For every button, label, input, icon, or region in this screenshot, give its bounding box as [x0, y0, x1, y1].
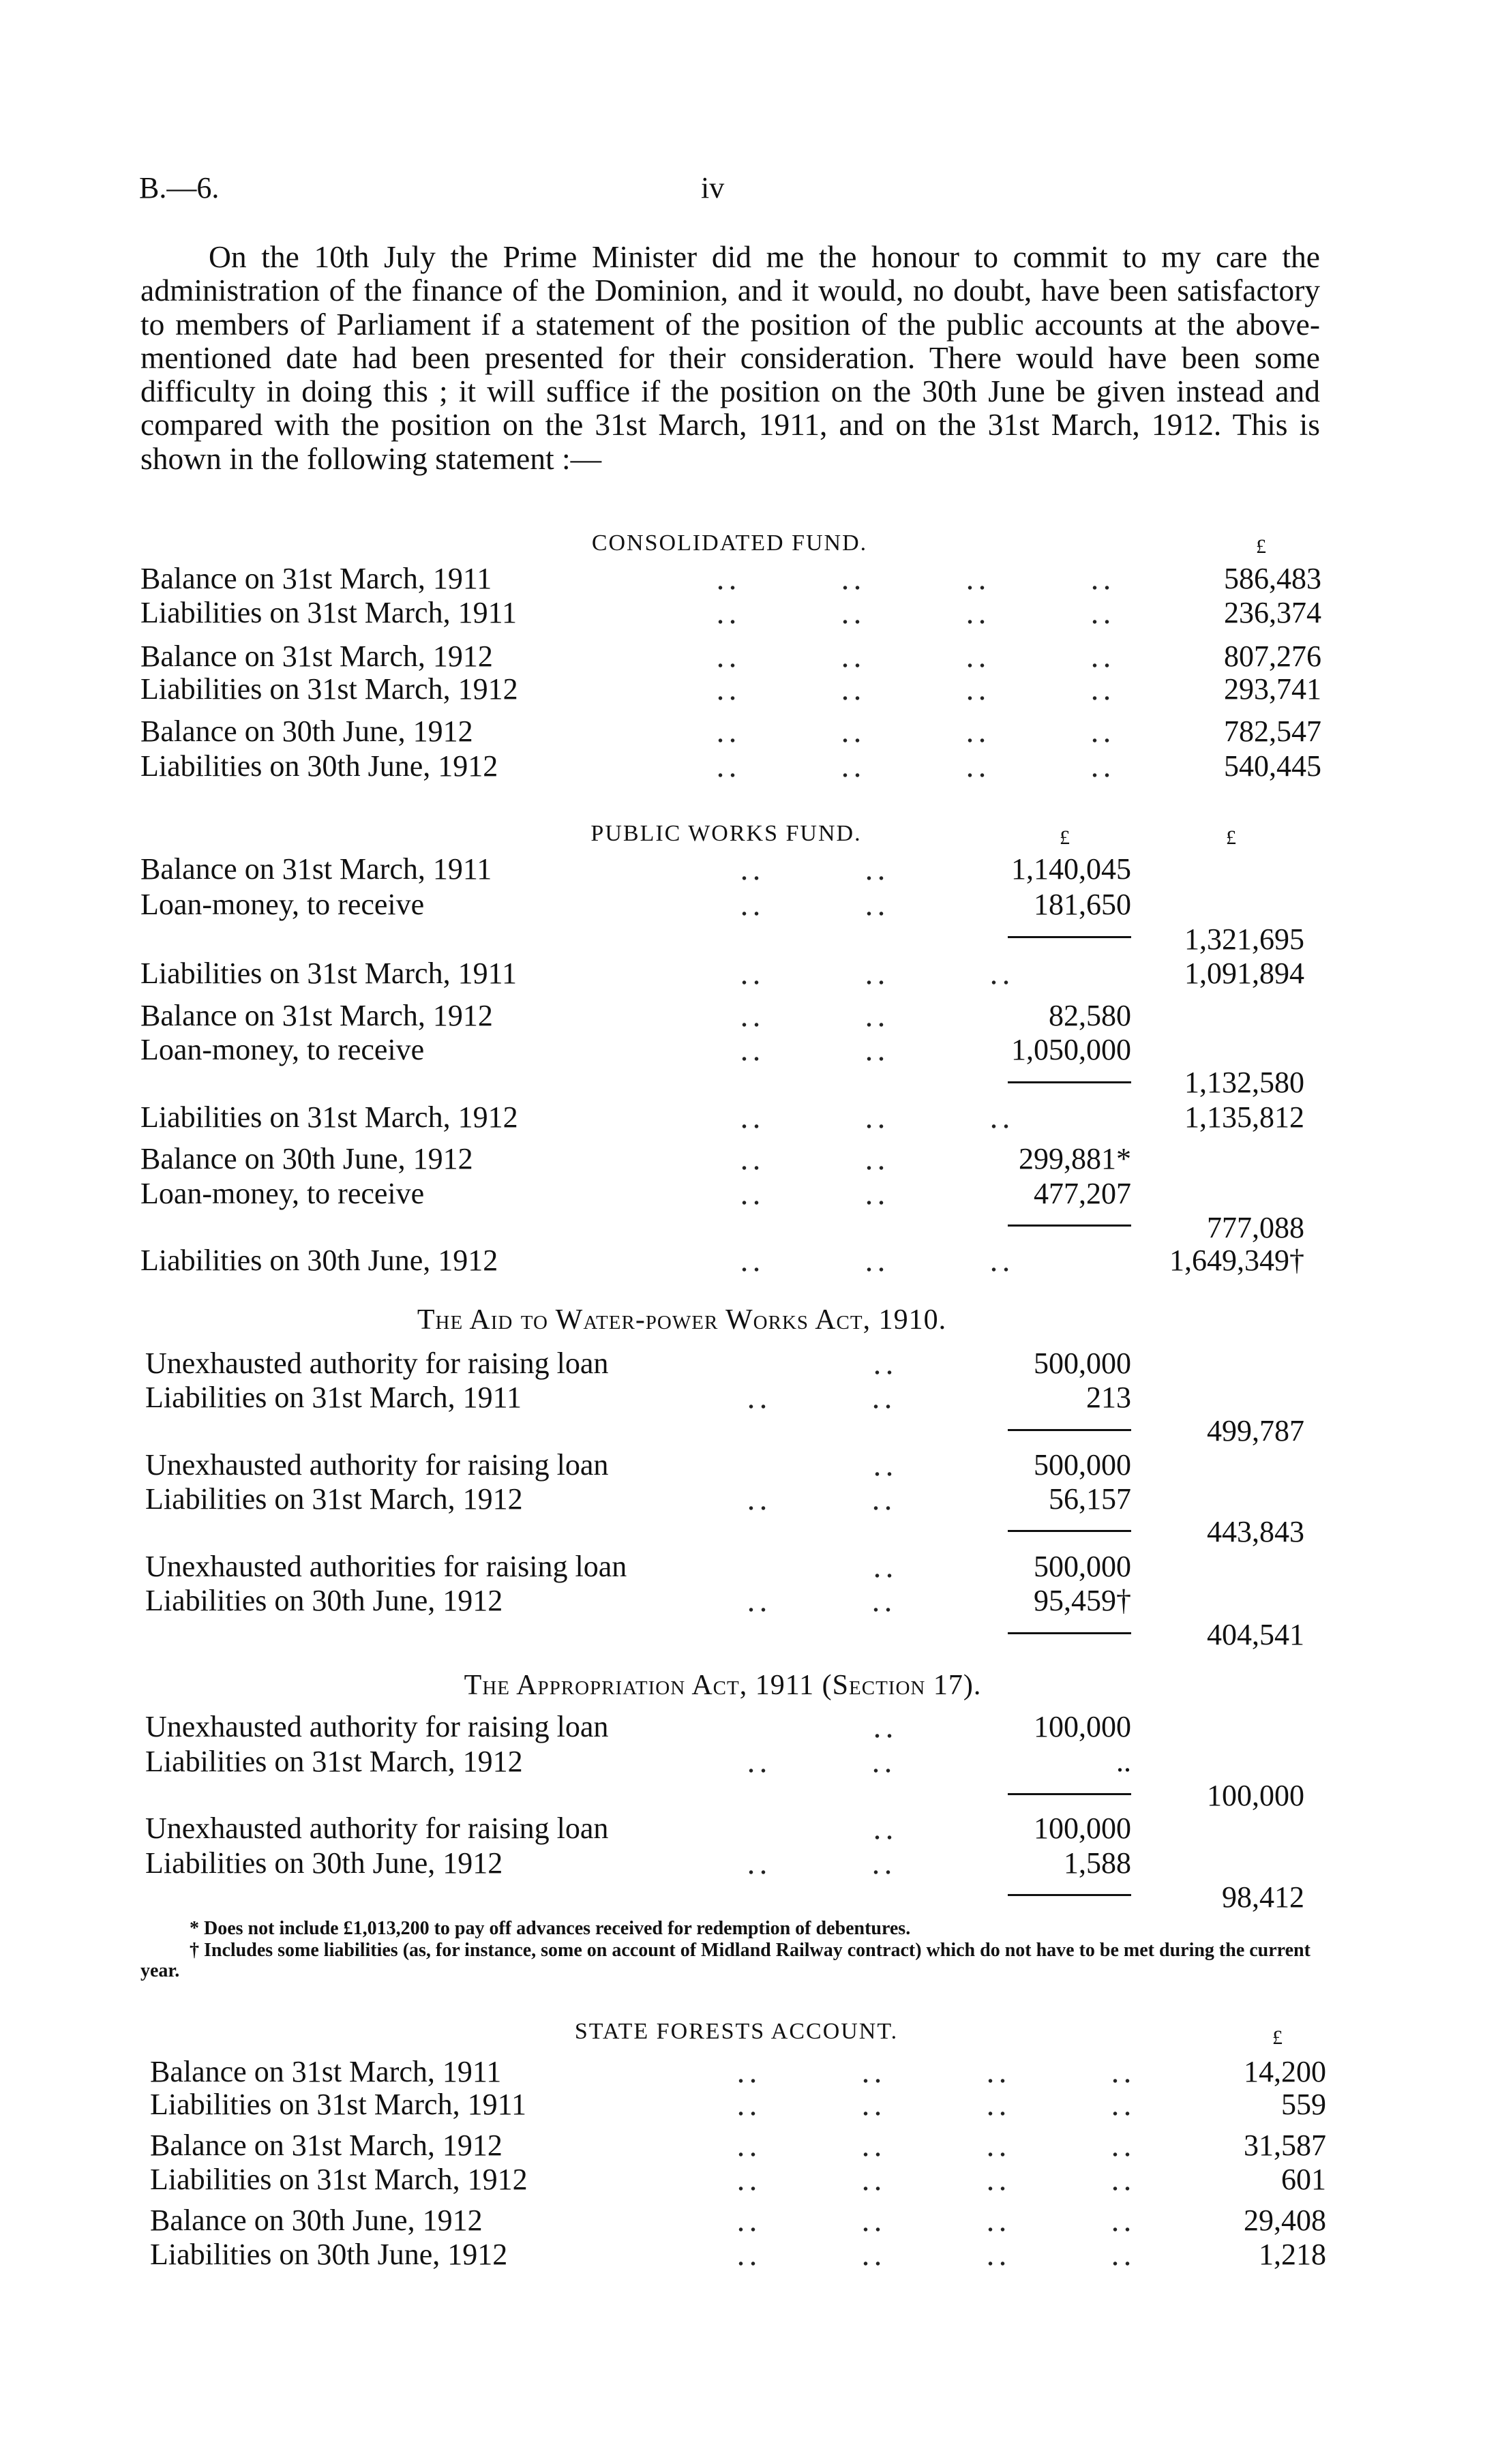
dot-leader [678, 2185, 1220, 2192]
amount: 782,547 [1224, 715, 1321, 748]
amount-col1: 1,140,045 [1011, 852, 1131, 886]
state-forests-heading: STATE FORESTS ACCOUNT. [574, 2019, 899, 2044]
dot-leader [682, 979, 1077, 986]
amount-col1: 181,650 [1034, 888, 1131, 921]
page-number: iv [701, 171, 725, 205]
currency-symbol: £ [1256, 535, 1266, 558]
amount-col1: 100,000 [1034, 1812, 1131, 1845]
row-label: Balance on 31st March, 1912 [140, 999, 493, 1032]
amount-col1: 95,459† [1034, 1584, 1131, 1617]
row-label: Liabilities on 30th June, 1912 [145, 1584, 503, 1617]
dot-leader [658, 772, 1200, 779]
amount: 293,741 [1224, 672, 1321, 706]
dot-leader [678, 2226, 1220, 2233]
public-works-heading: PUBLIC WORKS FUND. [590, 821, 862, 846]
dot-leader [658, 737, 1200, 744]
dot-leader [689, 1403, 968, 1410]
row-label: Liabilities on 31st March, 1911 [140, 596, 517, 629]
subtotal-rule [1008, 1894, 1131, 1896]
dot-leader [682, 1123, 1077, 1130]
row-label: Balance on 31st March, 1911 [140, 852, 492, 886]
row-label: Liabilities on 30th June, 1912 [140, 749, 498, 783]
dot-leader [678, 2077, 1220, 2084]
amount-col1: 1,588 [1064, 1846, 1131, 1880]
subtotal-rule [1008, 1530, 1131, 1532]
dot-leader [682, 1021, 948, 1028]
document-reference: B.—6. [139, 171, 220, 205]
amount-col2: 404,541 [1207, 1618, 1304, 1651]
row-label: Loan-money, to receive [140, 1033, 425, 1066]
amount-col2: 499,787 [1207, 1414, 1304, 1447]
dot-leader [658, 618, 1200, 625]
amount: 540,445 [1224, 749, 1321, 783]
subtotal-rule [1008, 1225, 1131, 1227]
amount-col2: 1,132,580 [1184, 1066, 1304, 1099]
amount-col2: 98,412 [1222, 1880, 1304, 1914]
amount: 29,408 [1244, 2204, 1326, 2237]
dot-leader [658, 584, 1200, 591]
dot-leader [658, 662, 1200, 669]
amount: 31,587 [1244, 2129, 1326, 2162]
intro-paragraph: On the 10th July the Prime Minister did me the honour to commit to my care the administration of the finance of the Dominion, and it would, no doubt, have been satisfactory to members of Parliament if a statement of the position of the public accounts at the above-mentioned date had been presented for their consideration. There would have been some difficulty in doing this ; it will suffice if the position on the 30th June be given instead and compared with the position on the 31st March, 1911, and on the 31st March, 1912. This is shown in the following statement :— [140, 239, 1320, 476]
amount: 807,276 [1224, 640, 1321, 673]
subtotal-rule [1008, 1429, 1131, 1431]
row-label: Liabilities on 31st March, 1911 [150, 2088, 526, 2121]
row-label: Balance on 30th June, 1912 [140, 1142, 473, 1175]
row-label: Balance on 31st March, 1911 [140, 562, 492, 595]
currency-symbol: £ [1272, 2026, 1283, 2049]
row-label: Liabilities on 31st March, 1912 [145, 1745, 523, 1778]
amount-col1: 56,157 [1049, 1482, 1131, 1516]
dot-leader [658, 695, 1200, 702]
dot-leader [815, 1471, 968, 1477]
row-label: Unexhausted authority for raising loan [145, 1710, 609, 1743]
amount-col1: 82,580 [1049, 999, 1131, 1032]
amount-col1: 500,000 [1034, 1347, 1131, 1380]
row-label: Liabilities on 31st March, 1912 [145, 1482, 523, 1516]
currency-symbol: £ [1060, 826, 1070, 849]
amount-col1: 500,000 [1034, 1448, 1131, 1482]
water-power-act-heading: The Aid to Water-power Works Act, 1910. [417, 1304, 947, 1336]
amount: 236,374 [1224, 596, 1321, 629]
amount-col2: 1,135,812 [1184, 1100, 1304, 1134]
dot-leader [682, 1266, 1077, 1273]
row-label: Loan-money, to receive [140, 888, 425, 921]
dot-leader [815, 1369, 968, 1376]
row-label: Balance on 31st March, 1911 [150, 2055, 502, 2088]
amount-col2: 443,843 [1207, 1515, 1304, 1548]
amount-col1: 477,207 [1034, 1177, 1131, 1210]
row-label: Liabilities on 31st March, 1911 [145, 1381, 522, 1414]
amount: 14,200 [1244, 2055, 1326, 2088]
row-label: Liabilities on 30th June, 1912 [145, 1846, 503, 1880]
amount: 1,218 [1259, 2238, 1326, 2271]
amount-col2: 100,000 [1207, 1779, 1304, 1812]
row-label: Unexhausted authorities for raising loan [145, 1550, 627, 1583]
row-label: Balance on 30th June, 1912 [140, 715, 473, 748]
amount-col2: 777,088 [1207, 1211, 1304, 1244]
dot-leader [815, 1834, 968, 1841]
dot-leader [689, 1606, 968, 1613]
amount: 559 [1281, 2088, 1326, 2121]
subtotal-rule [1008, 936, 1131, 938]
dot-leader [682, 875, 948, 882]
row-label: Liabilities on 31st March, 1911 [140, 957, 517, 990]
subtotal-rule [1008, 1081, 1131, 1083]
dot-leader [678, 2260, 1220, 2267]
row-label: Liabilities on 30th June, 1912 [140, 1244, 498, 1277]
dot-leader [689, 1505, 968, 1512]
row-label: Liabilities on 31st March, 1912 [140, 672, 518, 706]
footnote-asterisk: * Does not include £1,013,200 to pay off advances received for redemption of debentures. [190, 1918, 911, 1939]
row-label: Balance on 31st March, 1912 [140, 640, 493, 673]
row-label: Liabilities on 30th June, 1912 [150, 2238, 508, 2271]
dot-leader [678, 2110, 1220, 2117]
appropriation-act-heading: The Appropriation Act, 1911 (Section 17). [464, 1670, 982, 1701]
row-label: Balance on 31st March, 1912 [150, 2129, 503, 2162]
amount-col1: 213 [1086, 1381, 1131, 1414]
consolidated-fund-heading: CONSOLIDATED FUND. [591, 530, 868, 556]
amount: 586,483 [1224, 562, 1321, 595]
amount: 601 [1281, 2163, 1326, 2196]
amount-col1: 299,881* [1019, 1142, 1131, 1175]
row-label: Balance on 30th June, 1912 [150, 2204, 483, 2237]
amount-col2: 1,091,894 [1184, 957, 1304, 990]
row-label: Loan-money, to receive [140, 1177, 425, 1210]
dot-leader [682, 1199, 948, 1206]
row-label: Unexhausted authority for raising loan [145, 1812, 609, 1845]
dot-leader [689, 1869, 968, 1876]
amount-col2: 1,321,695 [1184, 922, 1304, 956]
row-label: Unexhausted authority for raising loan [145, 1347, 609, 1380]
row-label: Unexhausted authority for raising loan [145, 1448, 609, 1482]
dot-leader [689, 1767, 968, 1774]
dot-leader [682, 1055, 948, 1062]
dot-leader [815, 1732, 968, 1739]
subtotal-rule [1008, 1632, 1131, 1634]
amount-col1: 1,050,000 [1011, 1033, 1131, 1066]
currency-symbol: £ [1226, 826, 1236, 849]
dot-leader [682, 1165, 948, 1171]
amount-col1: .. [1116, 1745, 1131, 1778]
footnote-dagger: † Includes some liabilities (as, for instance, some on account of Midland Railway contract) which do not have to be met during the current year. [140, 1940, 1310, 1981]
amount-col2: 1,649,349† [1169, 1244, 1304, 1277]
amount-col1: 500,000 [1034, 1550, 1131, 1583]
dot-leader [678, 2151, 1220, 2158]
dot-leader [682, 910, 948, 917]
dot-leader [815, 1572, 968, 1579]
row-label: Liabilities on 31st March, 1912 [150, 2163, 528, 2196]
row-label: Liabilities on 31st March, 1912 [140, 1100, 518, 1134]
amount-col1: 100,000 [1034, 1710, 1131, 1743]
subtotal-rule [1008, 1793, 1131, 1795]
